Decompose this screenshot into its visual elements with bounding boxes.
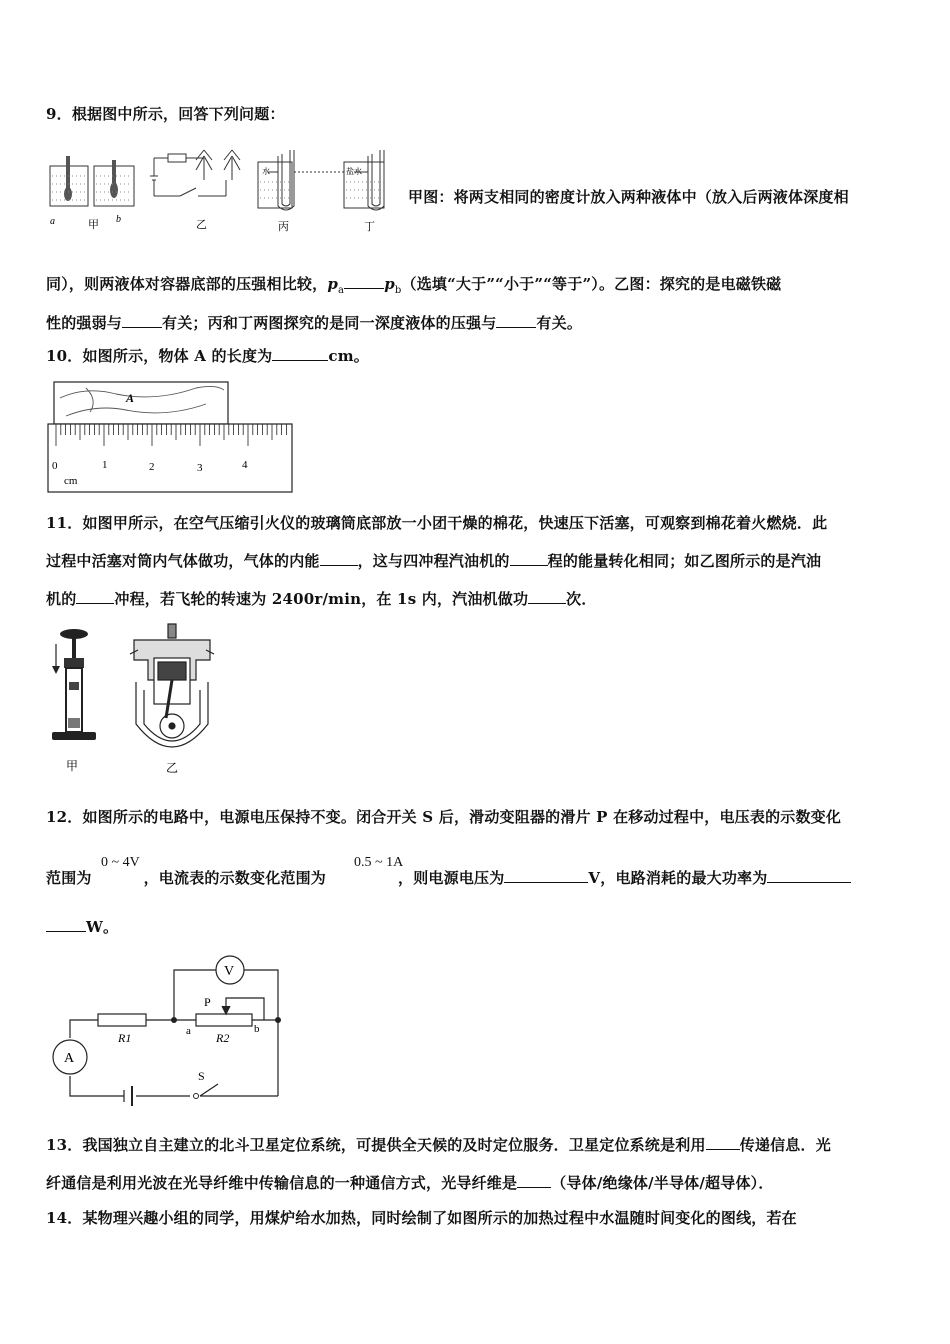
q11-blank-4[interactable] [528, 589, 566, 604]
q11-line2-text-b: ，这与四冲程汽油机的 [357, 552, 510, 570]
q10-blank[interactable] [272, 346, 328, 361]
q9-stem: 9．根据图中所示，回答下列问题： [46, 105, 285, 123]
ruler-label-4: 4 [242, 459, 248, 471]
fig9-label-a: a [50, 216, 55, 227]
q12-blank-2b[interactable] [46, 917, 86, 932]
q12-line3-text: W。 [86, 918, 119, 936]
q13-line1 [46, 1134, 831, 1155]
q13-line2-text-b: （导体/绝缘体/半导体/超导体）． [551, 1174, 774, 1192]
q9-line4-text-a: 性的强弱与 [46, 314, 123, 332]
q12-line3 [46, 916, 118, 937]
object-a [54, 382, 228, 424]
ruler-unit: cm [64, 475, 78, 487]
q12-line2 [46, 867, 851, 888]
fig9-label-b: b [116, 214, 121, 225]
q13-line2 [46, 1172, 774, 1193]
q13-line1-text-a: 13．我国独立自主建立的北斗卫星定位系统，可提供全天候的及时定位服务．卫星定位系统是利用 [46, 1136, 706, 1154]
q9-blank-3[interactable] [496, 313, 536, 328]
q9-blank-2[interactable] [122, 313, 162, 328]
q10-stem-text-a: 10．如图所示，物体 A 的长度为 [46, 347, 273, 365]
q9-line2: 甲图：将两支相同的密度计放入两种液体中（放入后两液体深度相 [408, 188, 849, 206]
engine-diagram [130, 624, 214, 747]
fig9-label-yi: 乙 [196, 219, 207, 231]
fig9-label-water: 水 [262, 167, 270, 176]
q12-line2-text-c: ，则电源电压为 [398, 869, 505, 887]
q12-blank-2a[interactable] [767, 868, 851, 883]
resistor-r1 [98, 1014, 146, 1026]
ruler-figure [46, 380, 296, 494]
q11-line3-text-a: 机的 [46, 590, 77, 608]
fig9-label-jia: 甲 [88, 219, 99, 231]
q10-stem [46, 345, 369, 366]
node-b-label: b [254, 1023, 260, 1035]
q11-blank-3[interactable] [76, 589, 114, 604]
q12-range-current: 0.5 ~ 1A [354, 855, 404, 870]
node-a-label: a [186, 1025, 191, 1037]
resistor-r1-label: R1 [118, 1031, 132, 1045]
q9-line3 [46, 273, 781, 296]
q11-line3 [46, 588, 597, 609]
ammeter-label: A [64, 1051, 75, 1066]
q14-line1: 14．某物理兴趣小组的同学，用煤炉给水加热，同时绘制了如图所示的加热过程中水温随时间变化的图线，若在 [46, 1209, 797, 1227]
ruler-label-2: 2 [149, 461, 155, 473]
q11-line2 [46, 550, 821, 571]
q12-line2-text-d: V，电路消耗的最大功率为 [588, 869, 768, 887]
q9-line4 [46, 312, 582, 333]
fig11-label-yi: 乙 [166, 761, 179, 775]
q12-line2-text-b: ，电流表的示数变化范围为 [143, 869, 327, 887]
q13-line1-text-b: 传递信息．光 [739, 1136, 831, 1154]
fig9-label-ding: 丁 [364, 221, 375, 233]
q12-blank-1[interactable] [504, 868, 588, 883]
q9-line4-text-c: 有关。 [536, 314, 583, 332]
q9-sub-a: a [338, 285, 345, 296]
voltmeter-label: V [224, 964, 235, 979]
ruler-label-0: 0 [52, 460, 58, 472]
q11-blank-1[interactable] [320, 551, 358, 566]
q11-blank-2[interactable] [510, 551, 548, 566]
q11-line3-text-c: 次． [566, 590, 597, 608]
q11-line2-text-c: 程的能量转化相同；如乙图所示的是汽油 [547, 552, 822, 570]
q12-range-voltage: 0 ~ 4V [101, 855, 140, 870]
ruler-label-3: 3 [197, 462, 203, 474]
fig9-label-bing: 丙 [278, 221, 289, 233]
q9-symbol-pb: p [384, 275, 395, 293]
switch-label: S [198, 1069, 205, 1083]
ruler-label-1: 1 [102, 459, 108, 471]
q9-line3-text-b: （选填“大于”“小于”“等于”）。乙图：探究的是电磁铁磁 [401, 275, 782, 293]
resistor-r2 [196, 1014, 252, 1026]
q13-line2-text-a: 纤通信是利用光波在光导纤维中传输信息的一种通信方式，光导纤维是 [46, 1174, 518, 1192]
q12-line2-text-a: 范围为 [46, 869, 92, 887]
q13-blank-2[interactable] [517, 1173, 551, 1188]
q11-line1: 11．如图甲所示，在空气压缩引火仪的玻璃筒底部放一小团干燥的棉花，快速压下活塞，可观察到棉花着火燃烧．此 [46, 514, 828, 532]
fig9-label-brine: 盐水 [346, 167, 362, 176]
q9-blank-1[interactable] [344, 274, 384, 289]
q9-sub-b: b [394, 285, 402, 296]
q11-line2-text-a: 过程中活塞对筒内气体做功，气体的内能 [46, 552, 320, 570]
q11-figure [46, 620, 226, 778]
q10-stem-text-b: cm。 [328, 347, 369, 365]
q9-line3-text-a: 同），则两液体对容器底部的压强相比较， [46, 275, 328, 293]
slider-label-p: P [204, 995, 211, 1009]
q11-line3-text-b: 冲程，若飞轮的转速为 2400r/min，在 1s 内，汽油机做功 [114, 590, 529, 608]
fig11-label-jia: 甲 [66, 759, 79, 773]
resistor-r2-label: R2 [216, 1031, 230, 1045]
object-a-label: A [126, 391, 135, 405]
circuit-figure [46, 950, 286, 1110]
q13-blank-1[interactable] [706, 1135, 740, 1150]
q9-figure [46, 136, 406, 236]
q9-symbol-pa: p [327, 275, 339, 293]
q9-line4-text-b: 有关；丙和丁两图探究的是同一深度液体的压强与 [162, 314, 497, 332]
q12-line1: 12．如图所示的电路中，电源电压保持不变。闭合开关 S 后，滑动变阻器的滑片 P 在移动过程中，电压表的示数变化 [46, 808, 842, 826]
fire-piston [52, 629, 96, 740]
